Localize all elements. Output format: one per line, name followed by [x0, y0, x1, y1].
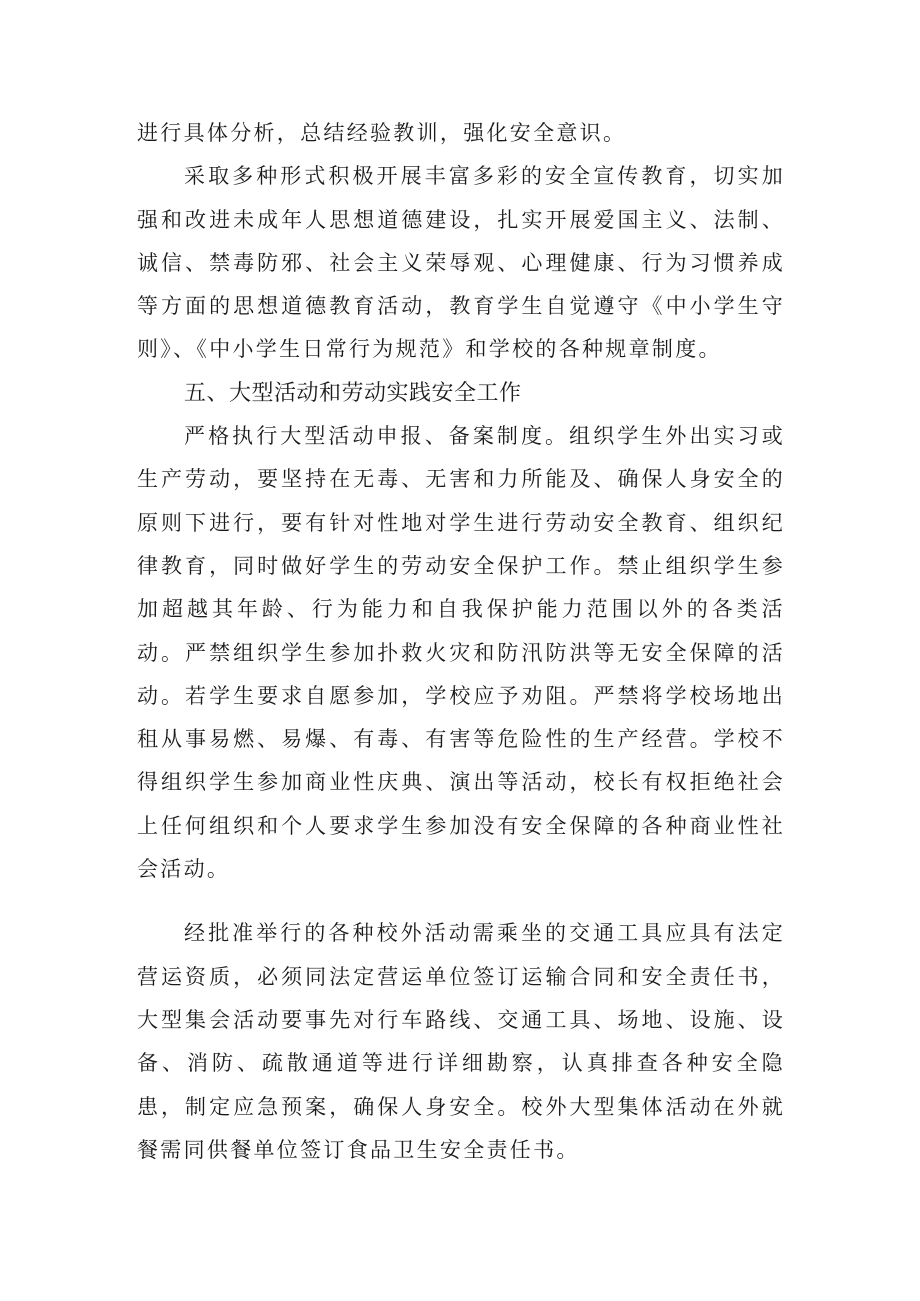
section-heading: 五、大型活动和劳动实践安全工作 [184, 380, 522, 406]
paragraph-transport-safety: 经批准举行的各种校外活动需乘坐的交通工具应具有法定营运资质，必须同法定营运单位签订运输合同和安全责任书，大型集会活动要事先对行车路线、交通工具、场地、设施、设备、消防、疏散通道等进行详细勘察，认真排查各种安全隐患，制定应急预案，确保人身安全。校外大型集体活动在外就餐需同供餐单位签订食品卫生安全责任书。 [137, 921, 785, 1162]
continuation-paragraph: 进行具体分析，总结经验教训，强化安全意识。 [137, 121, 627, 145]
paragraph-safety-education: 采取多种形式积极开展丰富多彩的安全宣传教育，切实加强和改进未成年人思想道德建设，扎实开展爱国主义、法制、诚信、禁毒防邪、社会主义荣辱观、心理健康、行为习惯养成等方面的思想道德教育活动，教育学生自觉遵守《中小学生守则》、《中小学生日常行为规范》和学校的各种规章制度。 [137, 164, 785, 362]
paragraph-gap [137, 891, 785, 912]
paragraph-large-activities: 严格执行大型活动申报、备案制度。组织学生外出实习或生产劳动，要坚持在无毒、无害和力所能及、确保人身安全的原则下进行，要有针对性地对学生进行劳动安全教育、组织纪律教育，同时做好学生的劳动安全保护工作。禁止组织学生参加超越其年龄、行为能力和自我保护能力范围以外的各类活动。严禁组织学生参加扑救火灾和防汛防洪等无安全保障的活动。若学生要求自愿参加，学校应予劝阻。严禁将学校场地出租从事易燃、易爆、有毒、有害等危险性的生产经营。学校不得组织学生参加商业性庆典、演出等活动，校长有权拒绝社会上任何组织和个人要求学生参加没有安全保障的各种商业性社会活动。 [137, 424, 785, 882]
document-body [137, 112, 785, 1172]
